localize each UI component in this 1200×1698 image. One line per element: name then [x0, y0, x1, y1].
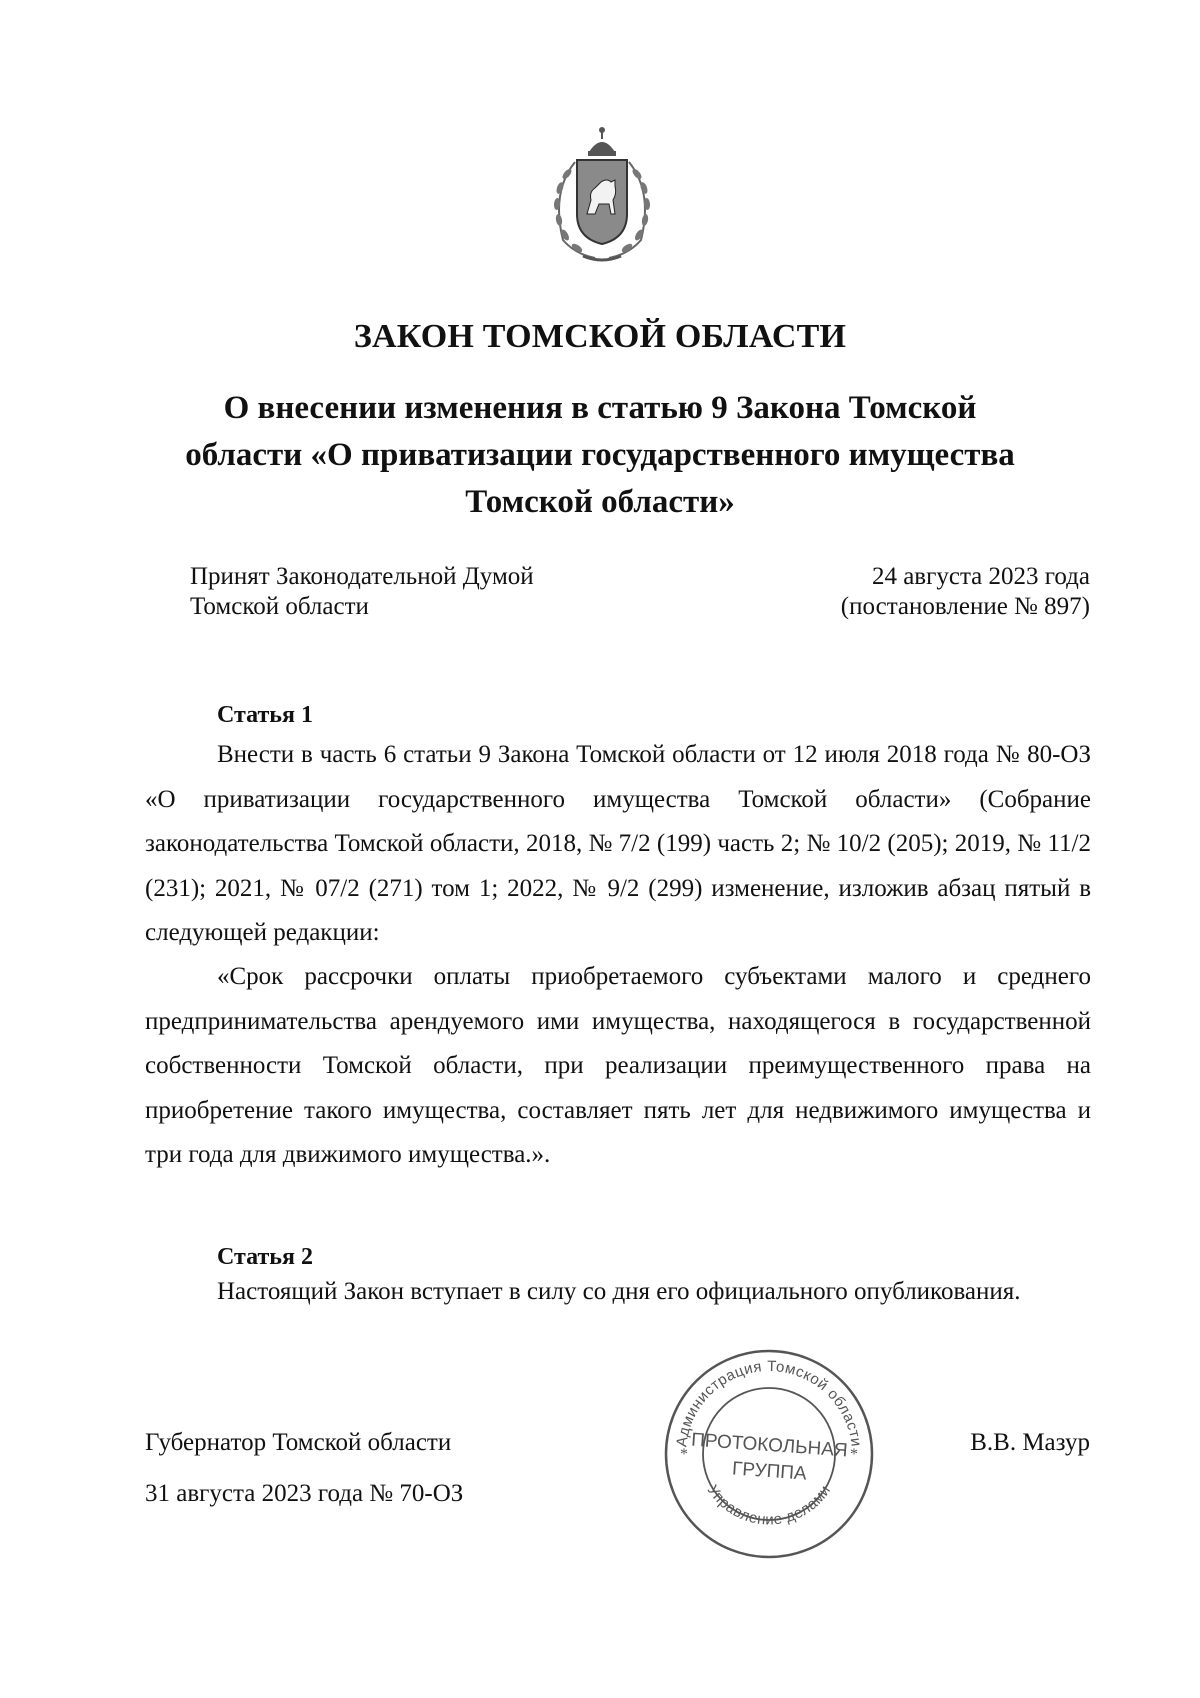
adopting-body-line: Принят Законодательной Думой: [190, 563, 534, 590]
official-stamp: [660, 1345, 878, 1563]
adoption-date-block: [841, 562, 1090, 622]
adopting-body-line: Томской области: [190, 593, 369, 620]
stamp-star-icon: *: [850, 1446, 858, 1463]
signature-block: [145, 1417, 463, 1519]
stamp-center-line-1: ПРОТОКОЛЬНАЯ: [690, 1429, 849, 1462]
law-subtitle: [0, 385, 1200, 526]
adopting-body: [190, 562, 534, 622]
tomsk-coat-of-arms-icon: [545, 122, 659, 264]
article-2-paragraph: Настоящий Закон вступает в силу со дня его официального опубликования.: [217, 1278, 1021, 1305]
law-title: ЗАКОН ТОМСКОЙ ОБЛАСТИ: [353, 318, 847, 355]
article-1-quoted-paragraph: «Срок рассрочки оплаты приобретаемого субъектами малого и среднего предпринимательства арендуемого ими имущества, находящегося в государственной собственности Томской области, при реализации преимущественного права на приобретение такого имущества, составляет пять лет для недвижимого имущества и три года для движимого имущества.».: [145, 963, 1091, 1168]
stamp-bottom-text: Управление делами: [703, 1482, 835, 1529]
adoption-date: 24 августа 2023 года: [871, 563, 1090, 590]
subtitle-line: Томской области»: [465, 484, 735, 520]
signatory-name: В.В. Мазур: [970, 1429, 1090, 1456]
stamp-star-icon: *: [680, 1446, 688, 1463]
law-date-number: 31 августа 2023 года № 70-ОЗ: [145, 1480, 464, 1507]
stamp-top-text: Администрация Томской области: [673, 1357, 865, 1448]
signatory-position: Губернатор Томской области: [145, 1429, 452, 1456]
article-1-heading: Статья 1: [217, 702, 313, 728]
resolution-number: (постановление № 897): [840, 593, 1090, 620]
subtitle-line: О внесении изменения в статью 9 Закона Томской: [223, 390, 977, 426]
subtitle-line: области «О приватизации государственного имущества: [185, 437, 1015, 473]
article-1-paragraph: Внести в часть 6 статьи 9 Закона Томской области от 12 июля 2018 года № 80-ОЗ «О приватизации государственного имущества Томской области» (Собрание законодательства Томской области, 2018, № 7/2 (199) часть 2; № 10/2 (205); 2019, № 11/2 (231); 2021, № 07/2 (271) том 1; 2022, № 9/2 (299) изменение, изложив абзац пятый в следующей редакции:: [145, 741, 1091, 946]
stamp-center-line-2: ГРУППА: [731, 1458, 808, 1485]
article-2-heading: Статья 2: [217, 1244, 313, 1270]
